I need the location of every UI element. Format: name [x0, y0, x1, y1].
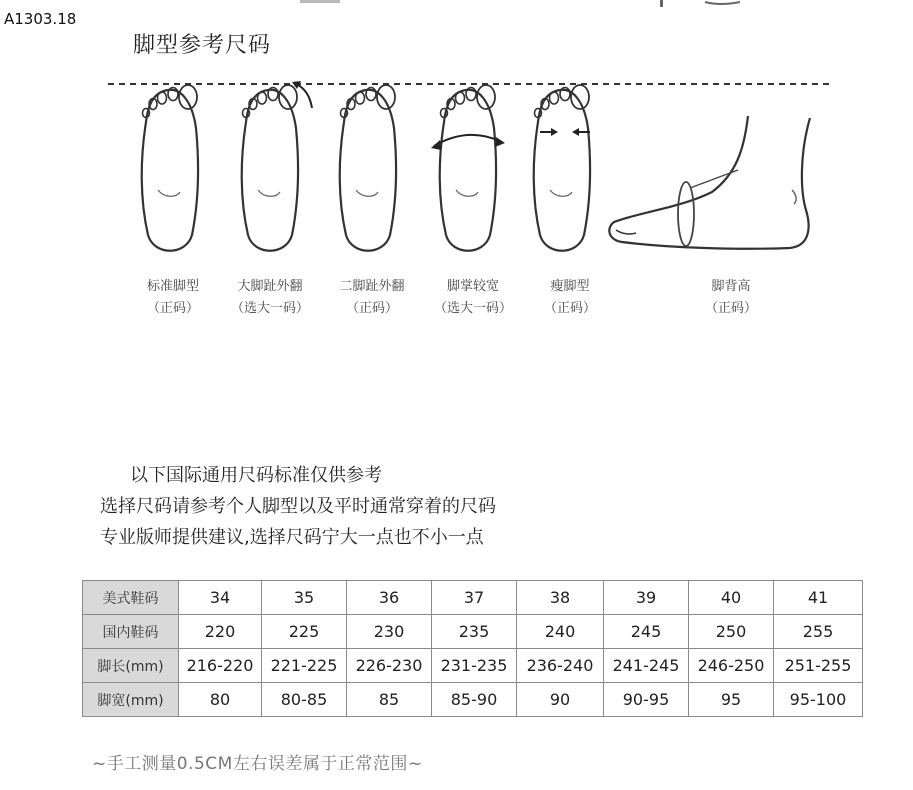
table-cell: 90-95: [604, 683, 689, 717]
page-title: 脚型参考尺码: [133, 33, 272, 58]
foot-type-advice: （正码）: [704, 301, 757, 316]
foot-type-name: 大脚趾外翻: [237, 279, 303, 294]
table-cell: 85-90: [432, 683, 517, 717]
table-cell: 38: [517, 581, 604, 615]
foot-type-caption-4: [418, 276, 528, 320]
note-line: 专业版师提供建议,选择尺码宁大一点也不小一点: [100, 527, 484, 548]
table-row: [83, 581, 863, 615]
foot-slim-illustration: [534, 85, 590, 251]
foot-type-name: 脚背高: [711, 279, 751, 294]
table-cell: 246-250: [689, 649, 774, 683]
table-row: [83, 683, 863, 717]
table-cell: 37: [432, 581, 517, 615]
product-code: A1303.18: [4, 10, 77, 28]
table-cell: 85: [347, 683, 432, 717]
foot-type-name: 脚掌较宽: [446, 279, 499, 294]
bunion-arrow-icon: [296, 84, 312, 108]
note-line: 选择尺码请参考个人脚型以及平时通常穿着的尺码: [100, 496, 496, 517]
table-cell: 231-235: [432, 649, 517, 683]
foot-type-name: 标准脚型: [146, 279, 199, 294]
table-cell: 245: [604, 615, 689, 649]
foot-wide-illustration: [440, 85, 496, 251]
table-cell: 226-230: [347, 649, 432, 683]
foot-second-toe-illustration: [340, 85, 396, 251]
table-cell: 216-220: [179, 649, 262, 683]
row-header: 国内鞋码: [83, 615, 179, 649]
table-cell: 251-255: [774, 649, 863, 683]
table-cell: 221-225: [262, 649, 347, 683]
foot-type-name: 二脚趾外翻: [339, 279, 405, 294]
table-cell: 95-100: [774, 683, 863, 717]
table-cell: 80: [179, 683, 262, 717]
row-header: 美式鞋码: [83, 581, 179, 615]
table-row: [83, 649, 863, 683]
measurement-footnote: ~手工测量0.5CM左右误差属于正常范围~: [92, 754, 423, 774]
foot-high-instep-illustration: [609, 116, 810, 249]
foot-type-advice: （正码）: [146, 301, 199, 316]
table-cell: 80-85: [262, 683, 347, 717]
cropped-top-edge: [0, 0, 913, 8]
table-cell: 36: [347, 581, 432, 615]
note-line: 以下国际通用尺码标准仅供参考: [130, 465, 382, 486]
foot-type-advice: （正码）: [543, 301, 596, 316]
table-cell: 41: [774, 581, 863, 615]
foot-type-caption-2: [215, 276, 325, 320]
foot-type-name: 瘦脚型: [550, 279, 590, 294]
foot-type-illustrations: [0, 70, 913, 270]
foot-type-caption-3: [317, 276, 427, 320]
foot-type-caption-5: [515, 276, 625, 320]
foot-type-caption-1: [118, 276, 228, 320]
table-cell: 255: [774, 615, 863, 649]
table-cell: 230: [347, 615, 432, 649]
table-cell: 220: [179, 615, 262, 649]
table-cell: 40: [689, 581, 774, 615]
table-cell: 95: [689, 683, 774, 717]
row-header: 脚宽(mm): [83, 683, 179, 717]
row-header: 脚长(mm): [83, 649, 179, 683]
foot-type-advice: （选大一码）: [230, 301, 309, 316]
table-cell: 240: [517, 615, 604, 649]
table-cell: 250: [689, 615, 774, 649]
foot-type-caption-6: [676, 276, 786, 320]
width-arrow-icon: [434, 135, 502, 146]
table-cell: 236-240: [517, 649, 604, 683]
table-cell: 35: [262, 581, 347, 615]
foot-type-advice: （正码）: [345, 301, 398, 316]
table-cell: 225: [262, 615, 347, 649]
table-row: [83, 615, 863, 649]
table-cell: 235: [432, 615, 517, 649]
table-cell: 34: [179, 581, 262, 615]
foot-standard-illustration: [142, 85, 198, 251]
foot-bunion-illustration: [242, 85, 298, 251]
foot-type-advice: （选大一码）: [433, 301, 512, 316]
size-chart-table: [82, 580, 863, 717]
table-cell: 39: [604, 581, 689, 615]
sizing-notes: [100, 460, 496, 553]
table-cell: 90: [517, 683, 604, 717]
table-cell: 241-245: [604, 649, 689, 683]
